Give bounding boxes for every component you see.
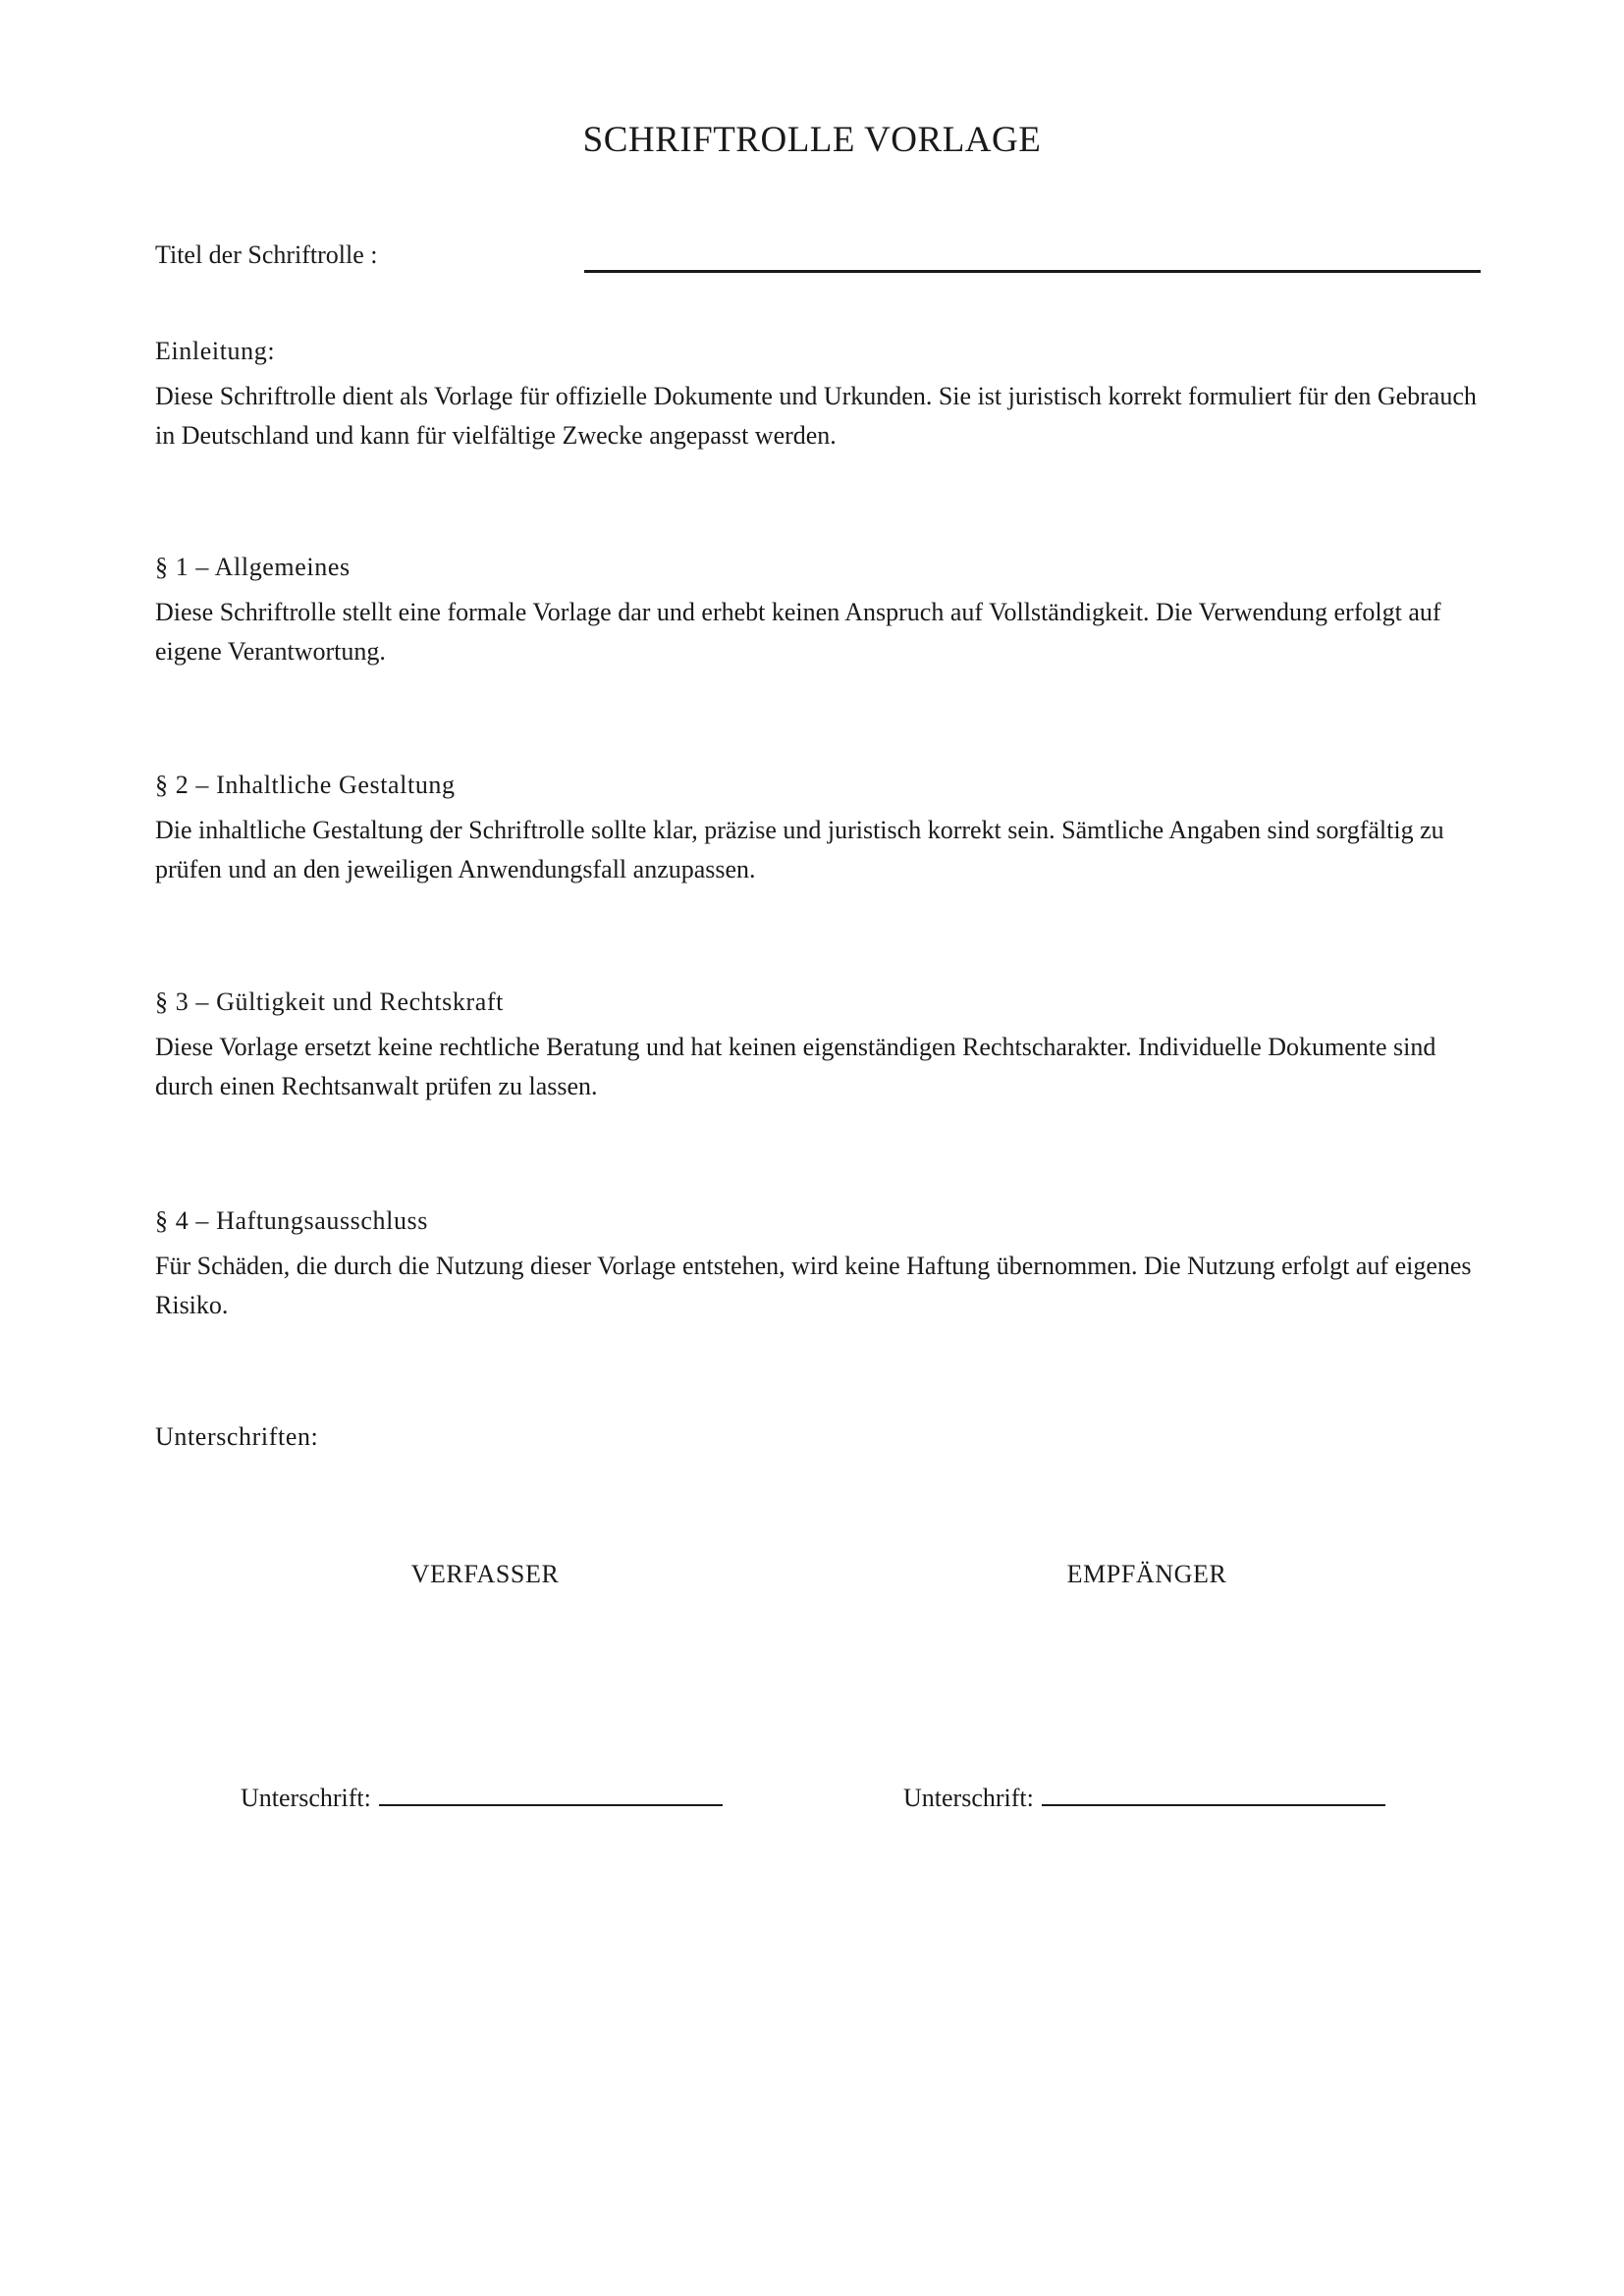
recipient-label: EMPFÄNGER	[1066, 1560, 1227, 1588]
recipient-signature-field	[903, 1779, 1385, 1818]
section-general	[155, 548, 1481, 671]
author-signature-line[interactable]	[379, 1804, 723, 1806]
author-signature-field	[241, 1779, 723, 1818]
section-heading: Einleitung:	[155, 337, 276, 365]
title-field-label: Titel der Schriftrolle :	[155, 240, 378, 269]
section-content-design	[155, 766, 1481, 889]
section-validity	[155, 983, 1481, 1106]
section-introduction	[155, 332, 1481, 455]
section-body: Diese Schriftrolle stellt eine formale Vorlage dar und erhebt keinen Anspruch auf Vollständigkeit. Die Verwendung erfolgt auf eigene Verantwortung.	[155, 598, 1441, 666]
section-heading: § 4 – Haftungsausschluss	[155, 1206, 428, 1235]
title-field-row	[155, 236, 1481, 275]
section-heading: § 2 – Inhaltliche Gestaltung	[155, 771, 456, 799]
signature-label: Unterschrift:	[241, 1784, 371, 1812]
signature-label: Unterschrift:	[903, 1784, 1034, 1812]
section-body: Für Schäden, die durch die Nutzung dieser Vorlage entstehen, wird keine Haftung übernommen. Die Nutzung erfolgt auf eigenes Risiko.	[155, 1252, 1472, 1319]
section-liability	[155, 1201, 1481, 1325]
section-heading: § 1 – Allgemeines	[155, 553, 351, 581]
section-body: Diese Schriftrolle dient als Vorlage für offizielle Dokumente und Urkunden. Sie ist juristisch korrekt formuliert für den Gebrauch in Deutschland und kann für vielfältige Zwecke angepasst werden.	[155, 382, 1477, 450]
recipient-signature-line[interactable]	[1042, 1804, 1385, 1806]
section-body: Die inhaltliche Gestaltung der Schriftrolle sollte klar, präzise und juristisch korrekt sein. Sämtliche Angaben sind sorgfältig zu prüfen und an den jeweiligen Anwendungsfall anzupassen.	[155, 816, 1444, 883]
section-body: Diese Vorlage ersetzt keine rechtliche Beratung und hat keinen eigenständigen Rechtscharakter. Individuelle Dokumente sind durch einen Rechtsanwalt prüfen zu lassen.	[155, 1033, 1436, 1100]
author-label: VERFASSER	[410, 1560, 560, 1588]
section-heading: § 3 – Gültigkeit und Rechtskraft	[155, 988, 504, 1016]
title-field-line[interactable]	[584, 270, 1481, 273]
signatures-heading: Unterschriften:	[155, 1422, 319, 1451]
document-title: SCHRIFTROLLE VORLAGE	[582, 120, 1042, 160]
